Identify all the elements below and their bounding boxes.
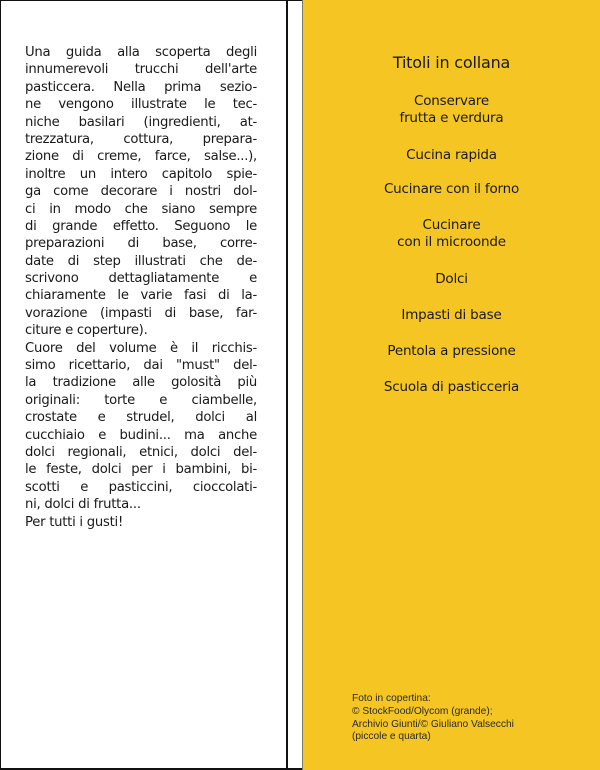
series-item-line: Impasti di base [401, 307, 502, 323]
series-panel [302, 0, 600, 770]
description-line: originali: torte e ciambelle, [25, 392, 257, 408]
description-line: niche basilari (ingredienti, at- [25, 114, 257, 130]
credits-line: Archivio Giunti/© Giuliano Valsecchi [352, 718, 514, 730]
series-item-line: Dolci [435, 271, 468, 287]
description-line: innumerevoli trucchi dell'arte [25, 62, 257, 78]
description-line: Cuore del volume è il ricchis- [25, 340, 257, 356]
description-text [25, 44, 257, 531]
series-item-line: Conservare [414, 93, 489, 109]
description-line: pasticcera. Nella prima sezio- [25, 79, 257, 95]
description-line: dolci regionali, etnici, dolci del- [25, 444, 257, 460]
description-line: chiaramente le varie fasi di la- [25, 288, 257, 304]
description-line: ci in modo che siano sempre [25, 201, 257, 217]
credits-line: Foto in copertina: [352, 693, 431, 704]
description-panel [25, 44, 257, 531]
credits-line: (piccole e quarta) [352, 731, 431, 743]
description-line: preparazioni di base, corre- [25, 236, 257, 252]
series-item-line: Cucinare [422, 217, 481, 233]
description-line: scotti e pasticcini, cioccolati- [25, 479, 257, 495]
flap-fold-line [286, 0, 288, 770]
description-line: vorazione (impasti di base, far- [25, 305, 257, 321]
series-item-line: Cucina rapida [406, 147, 497, 163]
series-item-line: Pentola a pressione [387, 343, 516, 359]
description-line: le feste, dolci per i bambini, bi- [25, 462, 257, 478]
description-line: Una guida alla scoperta degli [25, 45, 257, 60]
description-line: citure e coperture). [25, 323, 148, 339]
series-item-conservare [303, 93, 600, 127]
series-item-impasti [303, 307, 600, 324]
series-item-pasticceria [303, 379, 600, 396]
page-border-left [0, 0, 1, 770]
series-item-cucina-rapida [303, 147, 600, 164]
description-line: di grande effetto. Seguono le [25, 218, 257, 234]
description-line: date di step illustrati che de- [25, 253, 257, 269]
description-line: zione di creme, farce, salse...), [25, 149, 257, 165]
description-line: ni, dolci di frutta... [25, 497, 141, 513]
series-item-microonde [303, 217, 600, 251]
credits-line: © StockFood/Olycom (grande); [352, 705, 493, 717]
series-item-dolci [303, 271, 600, 288]
series-item-pentola [303, 343, 600, 360]
series-item-line: Scuola di pasticceria [383, 379, 520, 395]
series-item-forno [303, 181, 600, 198]
description-line: ga come decorare i nostri dol- [25, 184, 257, 200]
description-line: ne vengono illustrate le tec- [25, 97, 257, 113]
series-item-line: con il microonde [397, 234, 506, 250]
description-line: scrivono dettagliatamente e [25, 271, 257, 287]
description-line: la tradizione alle golosità più [25, 375, 257, 391]
description-line: cucchiaio e budini... ma anche [25, 427, 257, 443]
description-line: inoltre un intero capitolo spie- [25, 166, 257, 182]
description-line: Per tutti i gusti! [25, 514, 124, 530]
description-line: crostate e strudel, dolci al [25, 410, 257, 426]
description-line: trezzatura, cottura, prepara- [25, 131, 257, 147]
series-title: Titoli in collana [392, 53, 511, 72]
series-item-line: Cucinare con il forno [383, 181, 520, 197]
photo-credits [352, 693, 514, 744]
series-item-line: frutta e verdura [399, 110, 504, 126]
description-line: simo ricettario, dai "must" del- [25, 358, 257, 374]
